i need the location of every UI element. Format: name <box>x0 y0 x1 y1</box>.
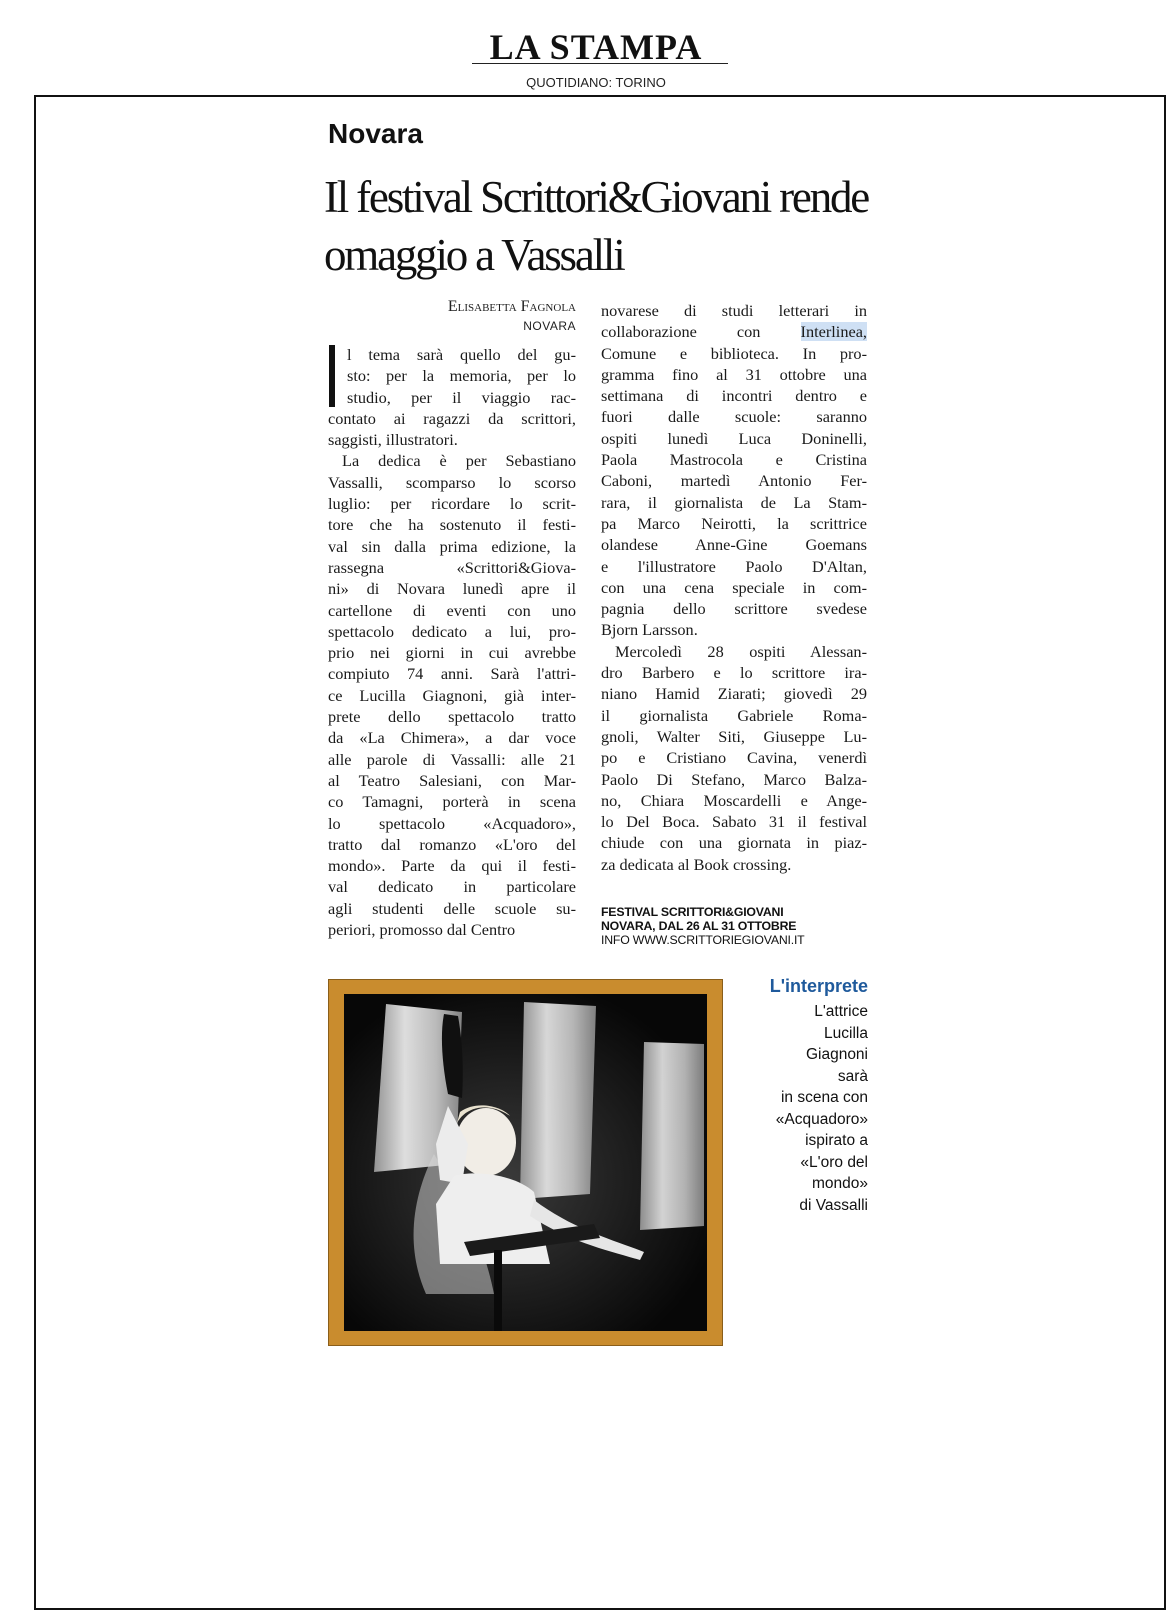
article-line: l tema sarà quello del gu- <box>347 345 576 364</box>
article-line: periori, promosso dal Centro <box>328 920 516 940</box>
caption-line: sarà <box>837 1067 868 1085</box>
event-info <box>601 905 861 947</box>
article-line: val dedicato in particolare <box>328 877 576 897</box>
article-line: rassegna «Scrittori&Giova- <box>328 557 576 577</box>
article-line: con una cena speciale in com- <box>601 577 867 597</box>
article-line: prio nei giorni in cui avrebbe <box>328 643 576 663</box>
article-line: tratto dal romanzo «L'oro del <box>328 834 576 854</box>
article-line: chiude con una giornata in piaz- <box>601 833 867 853</box>
section-title: Novara <box>328 118 423 149</box>
article-column-2 <box>601 300 867 875</box>
article-line: no, Chiara Moscardelli e Ange- <box>601 790 867 810</box>
article-line: dro Barbero e lo scrittore ira- <box>601 663 867 683</box>
article-line: da «La Chimera», a dar voce <box>328 728 576 748</box>
caption-line: Giagnoni <box>805 1046 868 1063</box>
article-line: il giornalista Gabriele Roma- <box>601 705 867 725</box>
caption-line: in scena con <box>780 1089 868 1106</box>
article-line: olandese Anne-Gine Goemans <box>601 535 867 555</box>
article-line: Comune e biblioteca. In pro- <box>601 343 867 363</box>
byline-author: Elisabetta Fagnola <box>447 298 576 315</box>
article-line: val sin dalla prima edizione, la <box>328 536 576 556</box>
article-line: gnoli, Walter Siti, Giuseppe Lu- <box>601 726 867 746</box>
article-line: ni» di Novara lunedì apre il <box>328 579 576 599</box>
article-line: contato ai ragazzi da scrittori, <box>328 408 576 428</box>
event-info-dates: NOVARA, DAL 26 AL 31 OTTOBRE <box>601 919 797 933</box>
article-line: mondo». Parte da qui il festi- <box>328 856 576 876</box>
caption-line: L'attrice <box>814 1003 868 1020</box>
article-line: al Teatro Salesiani, con Mar- <box>328 770 576 790</box>
article-line: agli studenti delle scuole su- <box>328 898 576 918</box>
article-line: lo Del Boca. Sabato 31 il festival <box>601 812 867 832</box>
event-info-website: INFO WWW.SCRITTORIEGIOVANI.IT <box>601 933 805 947</box>
caption-title: L'interprete <box>769 976 868 996</box>
article-line: lo spettacolo «Acquadoro», <box>328 813 576 833</box>
article-line: Paolo Di Stefano, Marco Balza- <box>601 769 867 789</box>
article-line: cartellone di eventi con uno <box>328 600 576 620</box>
article-line: e l'illustratore Paolo D'Altan, <box>601 556 867 576</box>
caption-line: ispirato a <box>805 1132 868 1149</box>
masthead-rule <box>472 63 728 64</box>
article-line: pa Marco Neirotti, la scrittrice <box>601 513 867 533</box>
article-line: gramma fino al 31 ottobre una <box>601 364 867 384</box>
article-line: prete dello spettacolo tratto <box>328 707 576 727</box>
article-line: rara, il giornalista de La Stam- <box>601 492 867 512</box>
article-line: La dedica è per Sebastiano <box>342 451 576 471</box>
caption-line: Lucilla <box>824 1024 868 1042</box>
article-line: sto: per la memoria, per lo <box>347 366 576 386</box>
article-line: tore che ha sostenuto il festi- <box>328 515 576 535</box>
masthead-subtitle: QUOTIDIANO: TORINO <box>526 75 666 90</box>
caption-text <box>740 1001 868 1216</box>
article-line: fuori dalle scuole: saranno <box>601 407 867 427</box>
article-line: novarese di studi letterari in <box>601 301 867 320</box>
article-line: po e Cristiano Cavina, venerdì <box>601 748 867 768</box>
headline: Il festival Scrittori&Giovani rende omaggio a Vassalli <box>324 172 869 280</box>
article-line: Vassalli, scomparso lo scorso <box>328 472 576 492</box>
article-frame <box>34 95 1166 1610</box>
article-line: saggisti, illustratori. <box>328 430 458 450</box>
article-line: settimana di incontri dentro e <box>601 386 867 406</box>
article-line-text: collaborazione con <box>601 322 761 342</box>
photo <box>328 979 723 1346</box>
performer-photo <box>344 994 707 1331</box>
article-line: ce Lucilla Giagnoni, già inter- <box>328 685 576 705</box>
article-line: Bjorn Larsson. <box>601 620 698 640</box>
article-line: niano Hamid Ziarati; giovedì 29 <box>601 684 867 704</box>
article-line: compiuto 74 anni. Sarà l'attri- <box>328 664 576 684</box>
masthead-logo: LA STAMPA <box>489 27 703 67</box>
article-line: alle parole di Vassalli: alle 21 <box>328 749 576 769</box>
byline-place: NOVARA <box>523 319 576 333</box>
article-line: pagnia dello scrittore svedese <box>601 599 867 619</box>
article-line: za dedicata al Book crossing. <box>601 854 792 874</box>
article-column-1 <box>328 344 576 940</box>
article-line: luglio: per ricordare lo scrit- <box>328 494 576 514</box>
event-info-title: FESTIVAL SCRITTORI&GIOVANI <box>601 905 784 919</box>
article-line: studio, per il viaggio rac- <box>347 387 576 407</box>
article-line: ospiti lunedì Luca Doninelli, <box>601 428 867 448</box>
article-line: Mercoledì 28 ospiti Alessan- <box>615 641 867 661</box>
caption-line: «L'oro del <box>800 1153 868 1171</box>
article-line: Paola Mastrocola e Cristina <box>601 450 867 470</box>
article-line: co Tamagni, porterà in scena <box>328 792 576 812</box>
article-line <box>601 321 867 342</box>
caption-line: di Vassalli <box>799 1196 868 1214</box>
caption-line: «Acquadoro» <box>775 1110 868 1128</box>
article-line: Caboni, martedì Antonio Fer- <box>601 471 867 491</box>
highlighted-word: Interlinea, <box>800 322 867 342</box>
article-line: spettacolo dedicato a lui, pro- <box>328 621 576 641</box>
caption-line: mondo» <box>811 1175 868 1192</box>
